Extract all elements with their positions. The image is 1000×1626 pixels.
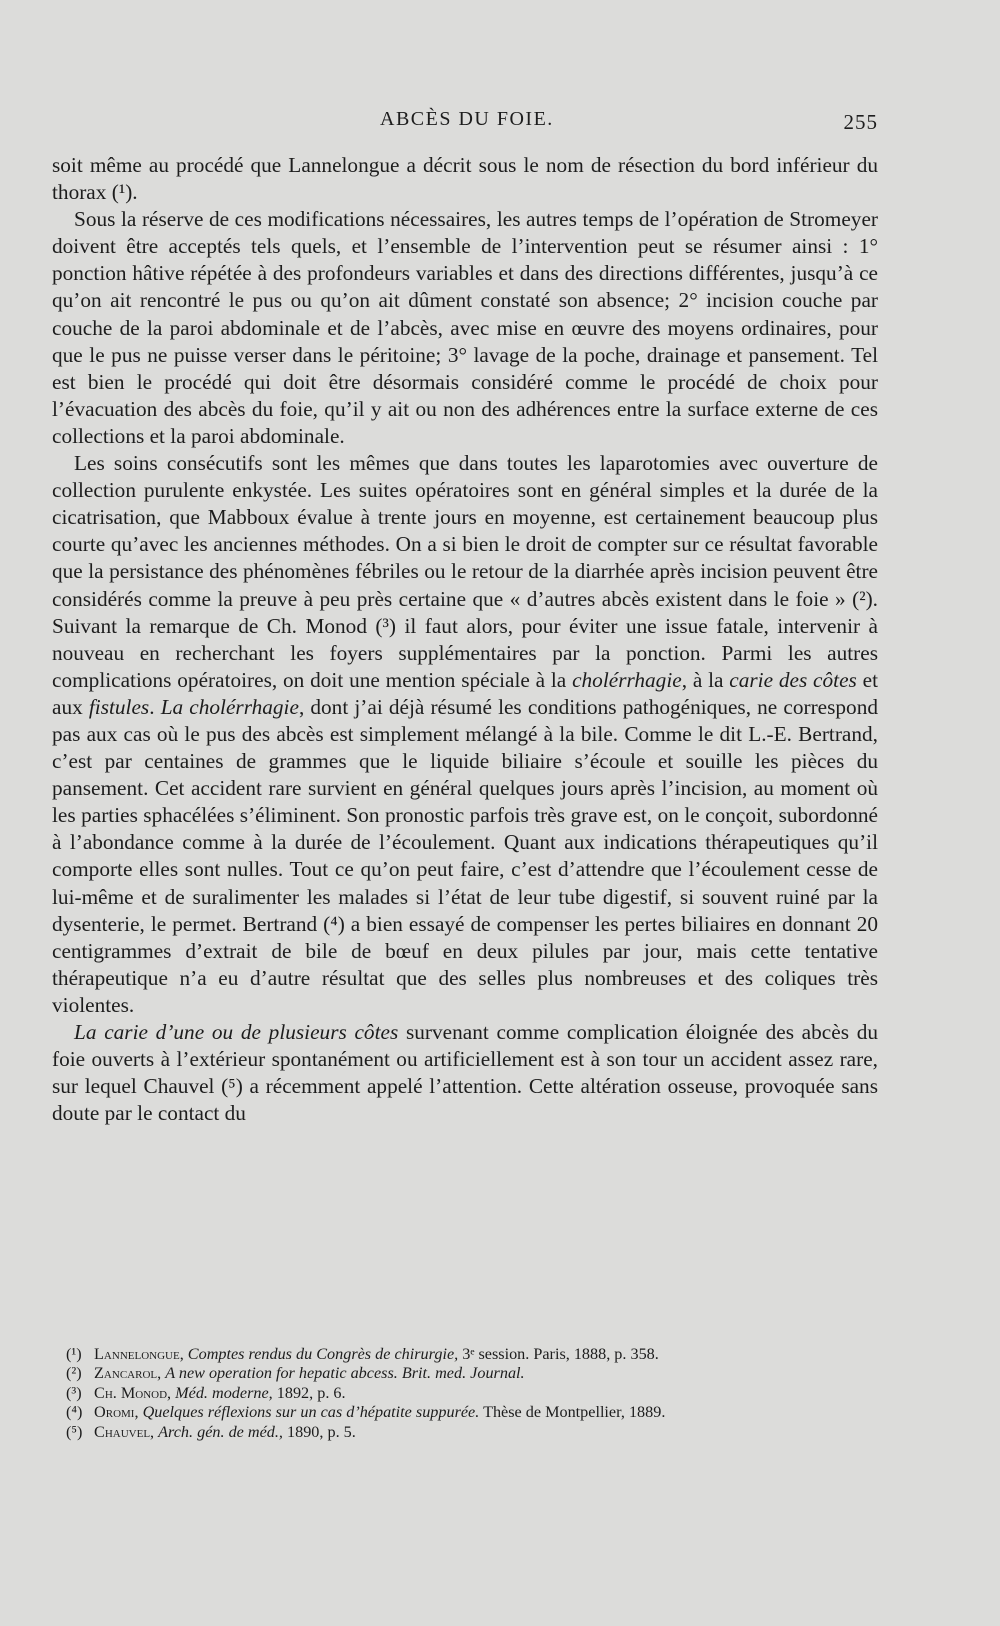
footnote-details: 1892, p. 6. xyxy=(276,1383,346,1402)
footnote-author: Ch. Monod, xyxy=(94,1383,172,1402)
term-la-cholerrhagie: La cholérrhagie xyxy=(160,694,299,719)
footnote-title: Comptes rendus du Congrès de chirurgie, xyxy=(187,1345,459,1363)
paragraph-4 xyxy=(52,1019,878,1127)
footnote-author: Oromi, xyxy=(94,1403,139,1422)
body-text xyxy=(52,152,878,1127)
paragraph-4-text: survenant comme complication éloignée des abcès du foie ouverts à l’extérieur spontanément ou artificiellement est à son tour un accident assez rare, sur lequel Chauvel (⁵) a récemment appelé l’attention. Cette altération osseuse, provoquée sans doute par le contact du xyxy=(52,1020,878,1126)
footnotes xyxy=(66,1345,888,1442)
paragraph-2: Sous la réserve de ces modifications nécessaires, les autres temps de l’opération de Stromeyer doivent être acceptés tels quels, et l’ensemble de l’intervention peut se résumer ainsi : 1° ponction hâtive répétée à des profondeurs variables et dans des directions différentes, jusqu’à ce qu’on ait rencontré le pus ou qu’on ait dûment constaté son absence; 2° incision couche par couche de la paroi abdominale et de l’abcès, avec mise en œuvre des moyens ordinaires, pour que le pus ne puisse verser dans le péritoine; 3° lavage de la poche, drainage et pansement. Tel est bien le procédé qui doit être désormais considéré comme le procédé de choix pour l’évacuation des abcès du foie, qu’il y ait ou non des adhérences entre la surface externe de ces collections et la paroi abdominale. xyxy=(52,207,878,448)
paragraph-3-text-c: et aux xyxy=(52,667,878,719)
footnote-marker: (¹) xyxy=(66,1345,82,1363)
paragraph-3-text-e: , dont j’ai déjà résumé les conditions pathogéniques, ne correspond pas aux cas où le pus des abcès est simplement mélangé à la bile. Comme le dit L.-E. Bertrand, c’est par centaines de grammes que le liquide biliaire s’écoule et souille les pièces du pansement. Cet accident rare survient en général quelques jours après l’incision, au moment où les parties sphacélées s’éliminent. Son pronostic parfois très grave est, on le conçoit, subordonné à l’abondance comme à la durée de l’écoulement. Quant aux indications thérapeutiques qu’il comporte elles sont nulles. Tout ce qu’on peut faire, c’est d’attendre que l’écoulement cesse de lui-même et de suralimenter les malades si l’état de leur tube digestif, si souvent ruiné par la dysenterie, le permet. Bertrand (⁴) a bien essayé de compenser les pertes biliaires en donnant 20 centigrammes d’extrait de bile de bœuf en deux pilules par jour, mais cette tentative thérapeutique n’a eu d’autre résultat que des selles plus nombreuses et des coliques très violentes. xyxy=(52,694,878,1017)
footnote-title: Arch. gén. de méd., xyxy=(158,1422,283,1441)
paragraph-3-text-d: . xyxy=(149,694,161,719)
footnote-details: Thèse de Montpellier, 1889. xyxy=(483,1403,666,1422)
footnote-details: 3ᵉ session. Paris, 1888, p. 358. xyxy=(462,1345,659,1363)
footnote-marker: (²) xyxy=(66,1364,82,1383)
footnote-title: Quelques réflexions sur un cas d’hépatite suppurée. xyxy=(142,1403,480,1422)
footnote-2 xyxy=(66,1364,888,1383)
footnote-marker: (⁵) xyxy=(66,1422,83,1441)
footnote-author: Zancarol, xyxy=(94,1364,162,1383)
footnote-3 xyxy=(66,1384,888,1403)
paragraph-3 xyxy=(52,450,878,1019)
footnote-details: 1890, p. 5. xyxy=(287,1422,356,1441)
footnote-author: Chauvel, xyxy=(94,1422,155,1441)
page-number: 255 xyxy=(843,110,878,134)
paragraph-1: soit même au procédé que Lannelongue a décrit sous le nom de résection du bord inférieur du thorax (¹). xyxy=(52,153,878,205)
footnote-1 xyxy=(66,1345,888,1364)
term-carie-des-cotes-heading: La carie d’une ou de plusieurs côtes xyxy=(74,1020,399,1044)
footnote-title: A new operation for hepatic abcess. Brit. med. Journal. xyxy=(165,1364,525,1383)
term-cholerrhagie: cholérrhagie xyxy=(572,667,682,692)
paragraph-3-text-b: , à la xyxy=(681,667,730,692)
footnote-4 xyxy=(66,1403,888,1422)
footnote-marker: (⁴) xyxy=(66,1403,83,1422)
term-fistules: fistules xyxy=(88,694,150,719)
footnote-marker: (³) xyxy=(66,1383,82,1402)
running-title: ABCÈS DU FOIE. xyxy=(380,108,554,130)
footnote-author: Lannelongue, xyxy=(94,1345,184,1363)
footnote-title: Méd. moderne, xyxy=(175,1383,273,1402)
paragraph-3-text-a: Les soins consécutifs sont les mêmes que dans toutes les laparotomies avec ouverture de collection purulente enkystée. Les suites opératoires sont en général simples et la durée de la cicatrisation, que Mabboux évalue à trente jours en moyenne, est certainement beaucoup plus courte qu’avec les anciennes méthodes. On a si bien le droit de compter sur ce résultat favorable que la persistance des phénomènes fébriles ou le retour de la diarrhée après incision peuvent être considérés comme la preuve à peu près certaine que « d’autres abcès existent dans le foie » (²). Suivant la remarque de Ch. Monod (³) il faut alors, pour éviter une issue fatale, intervenir à nouveau en recherchant les foyers supplémentaires par la ponction. Parmi les autres complications opératoires, on doit une mention spéciale à la xyxy=(52,451,878,692)
footnote-5 xyxy=(66,1423,888,1442)
running-header xyxy=(0,108,1000,138)
term-carie-des-cotes: carie des côtes xyxy=(729,667,857,692)
